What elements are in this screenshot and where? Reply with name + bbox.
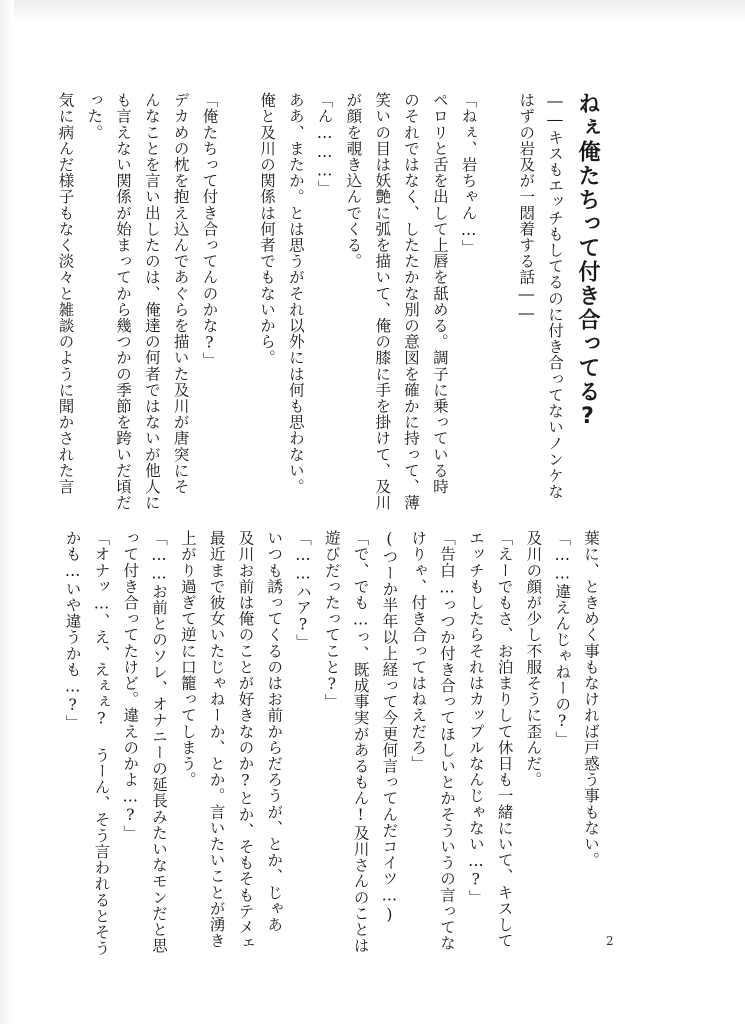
text-line: 上がり過ぎて逆に口籠ってしまう。	[178, 530, 197, 788]
text-line: も言えない関係が始まってから幾つかの季節を跨いだ頃だ	[114, 92, 133, 511]
text-line: 「告白…っつか付き合ってほしいとかそういうの言ってな	[438, 530, 457, 952]
text-line: (つーか半年以上経って今更何言ってんだコイツ…)	[380, 530, 399, 924]
text-line: 「……違えんじゃねーの?」	[553, 530, 572, 747]
text-line: ああ、またか。とは思うがそれ以外には何も思わない。	[286, 92, 305, 495]
text-line: って付き合ってたけど。違えのかよ…?」	[121, 530, 140, 841]
text-line: 気に病んだ様子もなく淡々と雑談のように聞かされた言	[56, 92, 75, 495]
text-line: けりゃ、付き合ってはねえだろ」	[409, 530, 428, 772]
text-line: 葉に、ときめく事もなければ戸惑う事もない。	[582, 530, 600, 869]
text-line: った。	[85, 92, 104, 141]
text-line: いつも誘ってくるのはお前からだろうが、とか、じゃあ	[265, 530, 284, 933]
text-line: 「で、でも…っ、既成事実があるもん!及川さんのことは	[351, 530, 370, 954]
text-line: 及川お前は俺のことが好きなのか?とか、そもそもテメェ	[236, 530, 255, 952]
blank-line	[483, 92, 512, 492]
text-line: 及川の顔が少し不服そうに歪んだ。	[524, 530, 543, 788]
text-line: 「……ハア?」	[294, 530, 313, 651]
page-top-shadow	[0, 0, 745, 22]
page-left-shadow	[0, 0, 14, 1024]
text-line: のそれではなく、したたかな別の意図を確かに持って、薄	[402, 92, 421, 511]
text-line: デカめの枕を抱え込んであぐらを描いた及川が唐突にそ	[171, 92, 190, 495]
text-line: 「ん………」	[315, 92, 334, 197]
text-line: ペロリと舌を出して上唇を舐める。調子に乗っている時	[430, 92, 449, 495]
text-line: 「オナッ…、え、えぇぇ? うーん、そう言われるとそう	[92, 530, 111, 957]
story-subtitle-line-2: はずの岩及が一悶着する話――	[517, 92, 536, 323]
text-line: 「ねぇ、岩ちゃん…」	[459, 92, 478, 256]
lower-text-block	[58, 530, 605, 957]
page-number: 2	[606, 934, 614, 948]
text-line: エッチもしたらそれはカップルなんじゃない…?」	[466, 530, 485, 906]
text-line: 俺と及川の関係は何者でもないから。	[258, 92, 277, 366]
text-line: 「俺たちって付き合ってんのかな?」	[200, 92, 219, 369]
text-line: 「……お前とのソレ、オナニーの延長みたいなモンだと思	[150, 530, 169, 954]
text-line: 遊びだったってこと?」	[322, 530, 341, 710]
text-line: んなことを言い出したのは、俺達の何者ではないが他人に	[142, 92, 161, 511]
text-line: 最近まで彼女いたじゃねーか、とか。言いたいことが湧き	[207, 530, 226, 949]
story-title: ねぇ俺たちって付き合ってる?	[575, 92, 600, 431]
story-subtitle-line-1: ――キスもエッチもしてるのに付き合ってないノンケな	[546, 92, 564, 500]
text-line: 笑いの目は妖艶に弧を描いて、俺の膝に手を掛けて、及川	[373, 92, 392, 511]
text-line: が顔を覗き込んでくる。	[344, 92, 363, 270]
blank-line	[223, 92, 252, 492]
text-line: かも…いや違うかも…?」	[63, 530, 82, 731]
text-line: 「えーでもさ、お泊まりして休日も一緒にいて、キスして	[495, 530, 514, 949]
upper-text-block	[51, 92, 605, 511]
